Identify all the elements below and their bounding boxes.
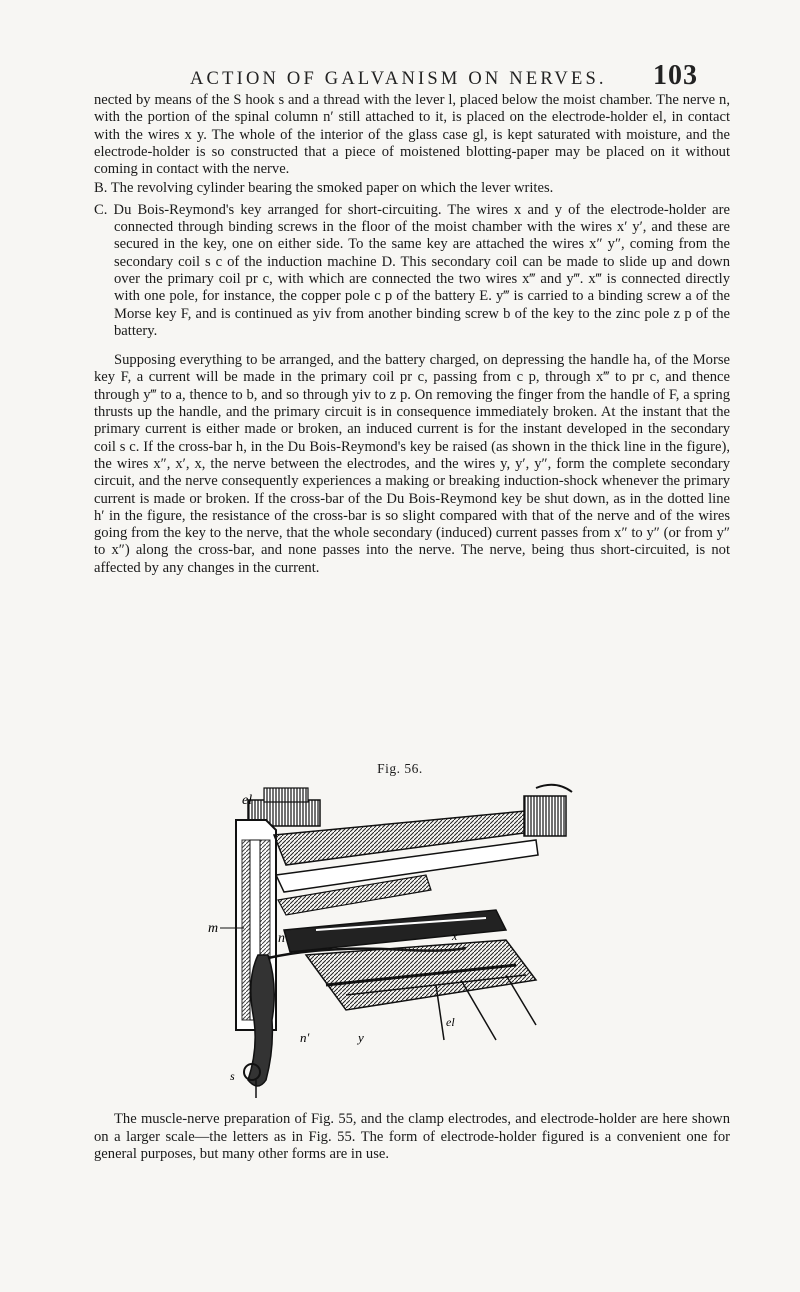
paragraph-supposing: Supposing everything to be arranged, and the battery charged, on depressing the handle ha, of the Morse key F, a current will be made in the primary coil pr c, passing from c p, through x‴ to pr c, and thence through y‴ to a, thence to b, and so through yiv to z p. On removing the finger from the handle of F, a spring thrusts up the handle, and the primary circuit is in consequence immediately broken. At the instant that the primary current is either made or broken, an induced current is for the instant developed in the secondary coil s c. If the cross-bar h, in the Du Bois-Reymond's key be raised (as shown in the thick line in the figure), the wires x″, x′, x, the nerve between the electrodes, and the wires y, y′, y″, form the complete secondary circuit, and the nerve consequently experiences a making or breaking induction-shock whenever the primary current is made or broken. If the cross-bar of the Du Bois-Reymond key be shut down, as in the dotted line h′ in the figure, the resistance of the cross-bar is so slight compared with that of the nerve and of the wires going from the key to the nerve, that the whole secondary (induced) current passes from x″ to y″ (or from y″ to x″) along the cross-bar, and none passes into the nerve. The nerve, being thus short-circuited, is not affected by any changes in the current. — [94, 352, 730, 576]
paragraph-continuation: nected by means of the S hook s and a thread with the lever l, placed below the moist chamber. The nerve n, with the portion of the spinal column n′ still attached to it, is placed on the electrode-holder el, in contact with the wires x y. The whole of the interior of the glass case gl, is kept saturated with moisture, and the electrode-holder is so constructed that a piece of moistened blotting-paper may be placed on it without coming in contact with the nerve. — [94, 92, 730, 178]
right-binding-screw — [524, 796, 566, 836]
figure-description: The muscle-nerve preparation of Fig. 55, and the clamp electrodes, and electrode-holder are here shown on a larger scale—the letters as in Fig. 55. The form of electrode-holder figured is a convenient one for general purposes, but many other forms are in use. — [94, 1111, 730, 1162]
figure-number: Fig. 56. — [377, 761, 423, 776]
label-s: s — [230, 1069, 235, 1083]
label-y: y — [358, 1030, 364, 1045]
label-el-top: el — [242, 793, 253, 808]
label-x: x — [452, 929, 458, 943]
paragraph-item-b: B. The revolving cylinder bearing the smoked paper on which the lever writes. — [94, 180, 554, 197]
paragraph-item-c: C. Du Bois-Reymond's key arranged for short-circuiting. The wires x and y of the electrode-holder are connected through binding screws in the floor of the moist chamber with the wires x′ y′, and these are secured in the key, one on either side. To the same key are attached the wires x″ y″, coming from the secondary coil s c of the induction machine D. This secondary coil can be made to slide up and down over the primary coil pr c, with which are connected the two wires x‴ and y‴. x‴ is connected directly with one pole, for instance, the copper pole c p of the battery E. y‴ is carried to a binding screw a of the Morse key F, and is continued as yiv from another binding screw b of the key to the zinc pole z p of the battery. — [94, 201, 730, 339]
figure-electrode-holder — [206, 780, 626, 1100]
label-el-bottom: el — [446, 1015, 455, 1029]
page-number: 103 — [653, 60, 698, 91]
running-title: ACTION OF GALVANISM ON NERVES. — [190, 69, 607, 89]
label-n: n — [278, 931, 285, 946]
running-header — [190, 60, 698, 92]
label-n-prime: n′ — [300, 1030, 310, 1045]
label-m: m — [208, 921, 219, 936]
body-text — [94, 92, 730, 577]
electrode-holder-illustration — [206, 780, 626, 1100]
